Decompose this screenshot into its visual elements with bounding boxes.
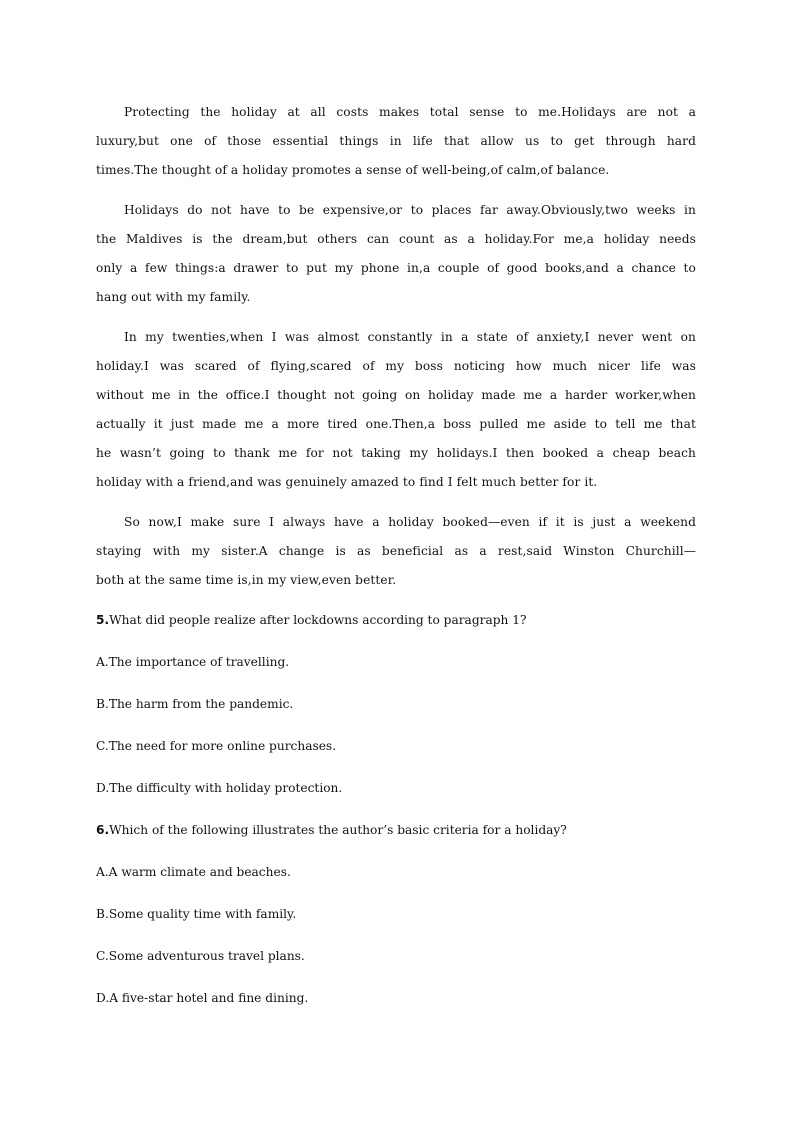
question-6-option-c: C.Some adventurous travel plans. bbox=[96, 949, 305, 963]
paragraph-line: both at the same time is,in my view,even better. bbox=[96, 573, 397, 587]
question-6-option-a: A.A warm climate and beaches. bbox=[96, 865, 291, 879]
paragraph-line: actually it just made me a more tired one.Then,a boss pulled me aside to tell me that bbox=[96, 417, 696, 431]
paragraph-line: the Maldives is the dream,but others can count as a holiday.For me,a holiday needs bbox=[96, 232, 696, 246]
paragraph-line: holiday with a friend,and was genuinely amazed to find I felt much better for it. bbox=[96, 475, 598, 489]
paragraph-line: only a few things:a drawer to put my phone in,a couple of good books,and a chance to bbox=[96, 261, 696, 275]
question-number: 5. bbox=[96, 613, 110, 627]
paragraph-line: Holidays do not have to be expensive,or to places far away.Obviously,two weeks in bbox=[124, 203, 696, 217]
document-page bbox=[96, 98, 696, 1026]
question-6-option-b: B.Some quality time with family. bbox=[96, 907, 297, 921]
question-text: What did people realize after lockdowns according to paragraph 1? bbox=[109, 613, 527, 627]
question-text: Which of the following illustrates the author’s basic criteria for a holiday? bbox=[109, 823, 567, 837]
question-6-option-d: D.A five-star hotel and fine dining. bbox=[96, 991, 309, 1005]
paragraph-line: luxury,but one of those essential things in life that allow us to get through hard bbox=[96, 134, 696, 148]
paragraph-line: hang out with my family. bbox=[96, 290, 251, 304]
passage-paragraph-3 bbox=[96, 323, 696, 497]
paragraph-line: without me in the office.I thought not going on holiday made me a harder worker,when bbox=[96, 388, 696, 402]
paragraph-line: staying with my sister.A change is as beneficial as a rest,said Winston Churchill— bbox=[96, 544, 696, 558]
question-5-option-c: C.The need for more online purchases. bbox=[96, 739, 337, 753]
question-number: 6. bbox=[96, 823, 110, 837]
paragraph-line: In my twenties,when I was almost constantly in a state of anxiety,I never went on bbox=[124, 330, 696, 344]
question-6 bbox=[96, 816, 696, 845]
passage-paragraph-2 bbox=[96, 196, 696, 312]
question-5-option-a: A.The importance of travelling. bbox=[96, 655, 290, 669]
paragraph-line: So now,I make sure I always have a holiday booked—even if it is just a weekend bbox=[124, 515, 696, 529]
question-5 bbox=[96, 606, 696, 635]
passage-paragraph-1 bbox=[96, 98, 696, 185]
paragraph-line: holiday.I was scared of flying,scared of my boss noticing how much nicer life was bbox=[96, 359, 696, 373]
paragraph-line: he wasn’t going to thank me for not taking my holidays.I then booked a cheap beach bbox=[96, 446, 696, 460]
passage-paragraph-4 bbox=[96, 508, 696, 595]
question-5-option-d: D.The difficulty with holiday protection. bbox=[96, 781, 343, 795]
paragraph-line: Protecting the holiday at all costs makes total sense to me.Holidays are not a bbox=[124, 105, 696, 119]
paragraph-line: times.The thought of a holiday promotes a sense of well-being,of calm,of balance. bbox=[96, 163, 610, 177]
question-5-option-b: B.The harm from the pandemic. bbox=[96, 697, 294, 711]
